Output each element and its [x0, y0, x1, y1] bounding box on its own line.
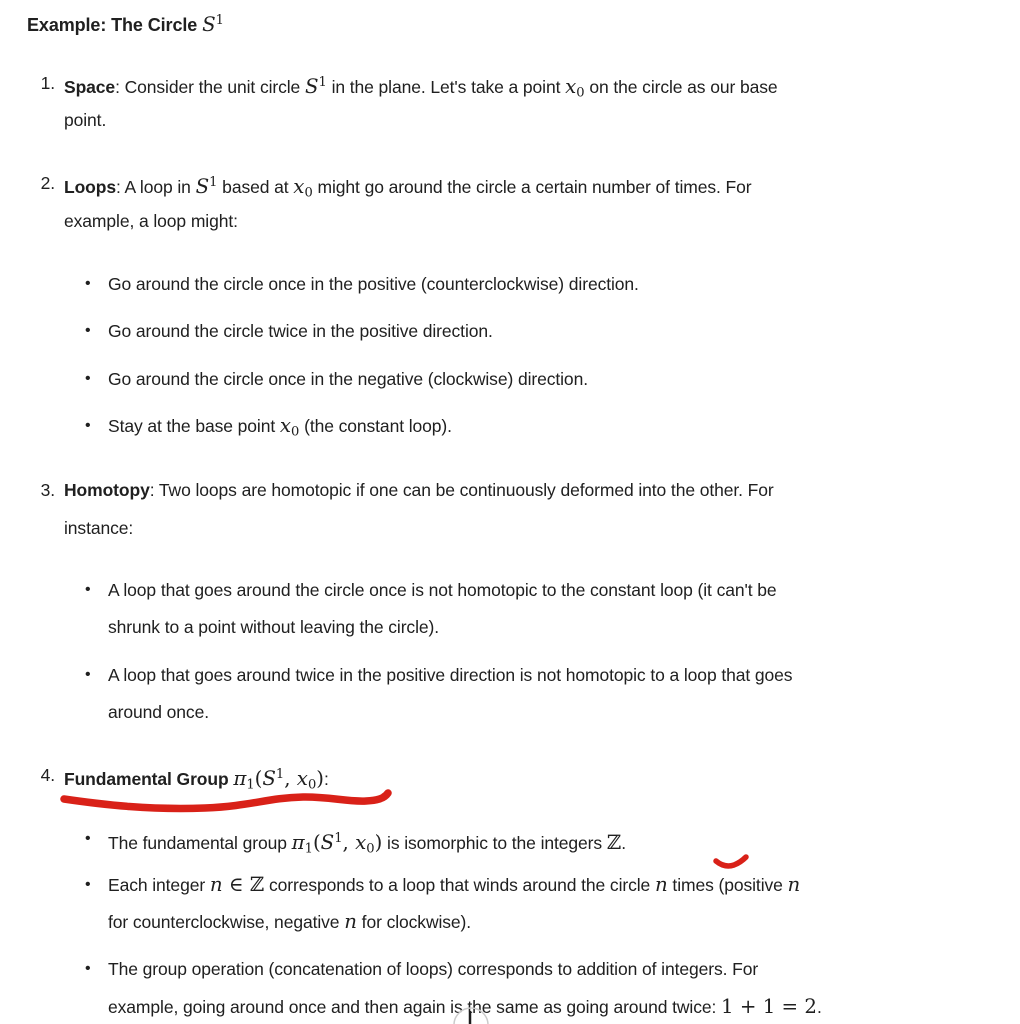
bullet-icon: •	[85, 581, 91, 598]
item4-bullet1: The fundamental group $\pi_1(S^1$, $x_0$) is isomorphic to the integers ℤ.	[108, 831, 626, 857]
item3-bullet2-line2: around once.	[108, 702, 209, 722]
list-number-3: 3.	[40, 480, 55, 500]
bullet-icon: •	[85, 417, 91, 434]
item3-bullet1-line1: A loop that goes around the circle once is not homotopic to the constant loop (it can't be	[108, 580, 777, 600]
item3-line2: instance:	[64, 518, 134, 538]
item3-line1: Homotopy: Two loops are homotopic if one can be continuously deformed into the other. For	[64, 480, 774, 500]
page-title: Example: The Circle $S^1$	[27, 13, 224, 37]
bullet-icon: •	[85, 370, 91, 387]
item2-line1: Loops: A loop in $S^1$ based at $x_0$ might go around the circle a certain number of times. For	[64, 175, 752, 201]
list-number-4: 4.	[40, 765, 55, 785]
item4-bullet3-line2: example, going around once and then again is the same as going around twice: 1 + 1 = 2.	[108, 995, 822, 1018]
item4-bullet3-line1: The group operation (concatenation of loops) corresponds to addition of integers. For	[108, 959, 759, 979]
bullet-icon: •	[85, 322, 91, 339]
item4-bullet2-line1: Each integer n ∈ ℤ corresponds to a loop that winds around the circle n times (positive n	[108, 873, 801, 896]
list-number-1: 1.	[40, 73, 55, 93]
item2-bullet4: Stay at the base point $x_0$ (the constant loop).	[108, 414, 452, 440]
item4-heading: Fundamental Group $\pi_1(S^1$, $x_0$):	[64, 767, 329, 793]
item2-bullet2: Go around the circle twice in the positive direction.	[108, 321, 493, 341]
item3-bullet2-line1: A loop that goes around twice in the positive direction is not homotopic to a loop that goes	[108, 665, 793, 685]
item2-bullet3: Go around the circle once in the negative (clockwise) direction.	[108, 369, 588, 389]
bullet-icon: •	[85, 275, 91, 292]
item2-line2: example, a loop might:	[64, 211, 238, 231]
bullet-icon: •	[85, 666, 91, 683]
red-swoosh-annotation	[716, 857, 746, 866]
bullet-icon: •	[85, 876, 91, 893]
item1-line2: point.	[64, 110, 107, 130]
bullet-icon: •	[85, 960, 91, 977]
item3-bullet1-line2: shrunk to a point without leaving the circle).	[108, 617, 439, 637]
list-number-2: 2.	[40, 173, 55, 193]
item1-line1: Space: Consider the unit circle $S^1$ in the plane. Let's take a point $x_0$ on the circle as our base	[64, 75, 778, 101]
item4-bullet2-line2: for counterclockwise, negative n for clockwise).	[108, 910, 472, 933]
item2-bullet1: Go around the circle once in the positive (counterclockwise) direction.	[108, 274, 639, 294]
bullet-icon: •	[85, 830, 91, 847]
